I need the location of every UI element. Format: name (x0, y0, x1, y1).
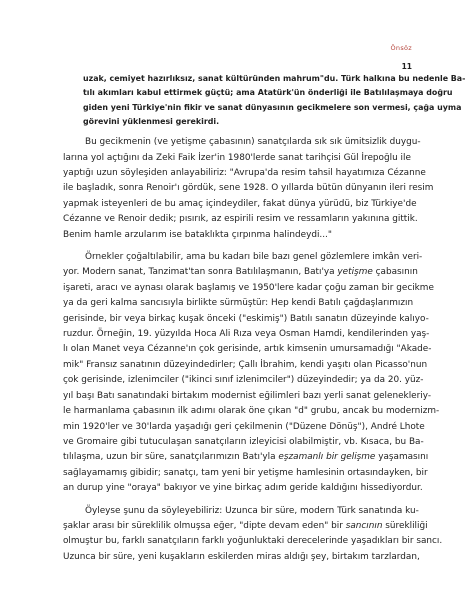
body-text (63, 72, 466, 572)
text-line: larına yol açtığını da Zeki Faik İzer'in 1980'lerde sanat tarihçisi Gül İrepoğlu ile (63, 152, 411, 163)
text-line: Cézanne ve Renoir dedik; pısırık, az espirili resim ve ressamların yakınına gittik. (63, 214, 418, 225)
paragraph-1 (63, 135, 434, 243)
quote-line: giden yeni Türkiye'nin fikir ve sanat dünyasının gecikmelere son vermesi, çağa uyma (83, 102, 462, 112)
text-line: lı olan Manet veya Cézanne'ın çok gerisinde, artık kimsenin umursamadığı "Akade- (63, 344, 432, 355)
text-line: ruzdur. Örneğin, 19. yüzyılda Hoca Ali Rıza veya Osman Hamdi, kendilerinden yaş- (63, 329, 430, 340)
block-quote (83, 72, 466, 129)
text-line: işareti, aracı ve aynası olarak başlamış ve 1950'lere kadar çoğu zaman bir gecikme (63, 282, 434, 293)
text-line: tılılaşma, uzun bir süre, sanatçılarımızın Batı'yla eşzamanlı bir gelişme yaşamasını (63, 452, 429, 463)
quote-line: görevini yüklenmesi gerekirdi. (83, 116, 220, 126)
text-line: le harmanlama çabasının ilk adımı olarak öne çıkan "d" grubu, ancak bu modernizm- (63, 406, 440, 417)
text-line: ve Gromaire gibi tutuculaşan sanatçıların izleyicisi olabilmiştir, vb. Kısaca, bu Ba- (63, 436, 424, 447)
text-line: mik" Fransız sanatının düzeyindedirler; Çallı İbrahim, kendi yaşıtı olan Picasso'nun (63, 359, 428, 370)
text-line: yapmak isteyenleri de bu amaç içindeydiler, fakat dünya yürüdü, biz Türkiye'de (63, 198, 417, 209)
quote-line: tılı akımları kabul ettirmek güçtü; ama Atatürk'ün önderliği ile Batılılaşmaya doğru (83, 88, 453, 98)
text-line: Öyleyse şunu da söyleyebiliriz: Uzunca bir süre, modern Türk sanatında ku- (85, 505, 419, 516)
text-line: yaptığı uzun söyleşiden anlayabiliriz: "Avrupa'da resim tahsil hayatımıza Cézanne (63, 168, 426, 178)
running-head: Önsöz (390, 44, 412, 52)
text-line: an durup yine "oraya" bakıyor ve yine birkaç adım geride kaldığını hissediyordur. (63, 483, 423, 494)
emphasis: sancının (345, 520, 383, 531)
page-number: 11 (401, 62, 412, 71)
text-line: şaklar arası bir süreklilik olmuşsa eğer, "dipte devam eden" bir sancının sürekliliği (63, 520, 428, 531)
paragraph-3 (63, 504, 443, 566)
text-line: ya da geri kalma sancısıyla birlikte sürmüştür: Hep kendi Batılı çağdaşlarımızın (63, 298, 414, 309)
text-line: ile başladık, sonra Renoir'ı gördük, sene 1928. O yıllarda bütün dünyanın ileri resim (63, 183, 434, 194)
text-line: olmuştur bu, farklı sanatçıların farklı yoğunluktaki derecelerinde yaşadıkları bir sancı. (63, 536, 443, 547)
text-line: Bu gecikmenin (ve yetişme çabasının) sanatçılarda sık sık ümitsizlik duygu- (85, 137, 421, 148)
text-line: Uzunca bir süre, yeni kuşakların eskilerden miras aldığı şey, birtakım tarzlardan, (63, 551, 420, 562)
text-line: çok gerisinde, izlenimciler ("ikinci sınıf izlenimciler") düzeyindedir; ya da 20. yüz- (63, 375, 424, 386)
text-line: gerisinde, bir veya birkaç kuşak önceki ("eskimiş") Batılı sanatın düzeyinde kalıyo- (63, 313, 429, 324)
quote-line: uzak, cemiyet hazırlıksız, sanat kültüründen mahrum"du. Türk halkına bu nedenle Ba- (83, 74, 466, 83)
paragraph-2 (63, 250, 440, 497)
text-line: sağlayamamış gibidir; sanatçı, tam yeni bir yetişme hamlesinin ortasındayken, bir (63, 467, 428, 478)
text-line: yor. Modern sanat, Tanzimat'tan sonra Batılılaşmanın, Batı'ya yetişme çabasının (63, 267, 418, 278)
emphasis: eşzamanlı bir gelişme (278, 452, 376, 463)
text-line: Örnekler çoğaltılabilir, ama bu kadarı bile bazı genel gözlemlere imkân veri- (85, 252, 423, 263)
text-line: Benim hamle arzularım ise bataklıkta çırpınma halindeydi..." (63, 229, 332, 240)
emphasis: yetişme (337, 267, 373, 278)
text-line: yıl başı Batı sanatındaki birtakım modernist eğilimleri bazı yerli sanat gelenekleriy- (63, 390, 432, 401)
text-line: min 1920'ler ve 30'larda yaşadığı geri çekilmenin ("Düzene Dönüş"), André Lhote (63, 421, 425, 432)
